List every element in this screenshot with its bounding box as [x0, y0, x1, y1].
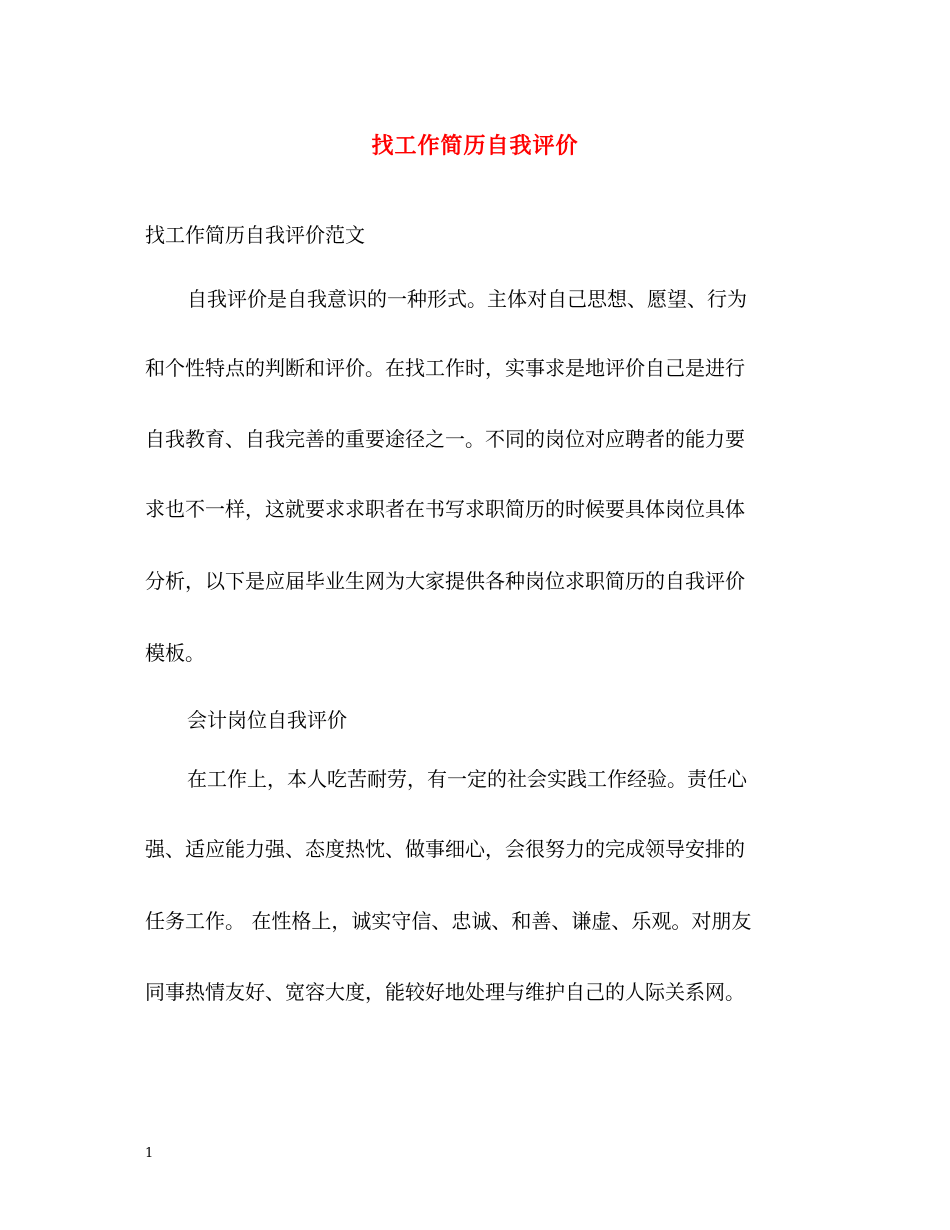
- paragraph-line: 同事热情友好、宽容大度，能较好地处理与维护自己的人际关系网。: [145, 980, 745, 1004]
- paragraph-line: 模板。: [145, 641, 205, 665]
- paragraph-line: 强、适应能力强、态度热忱、做事细心，会很努力的完成领导安排的: [145, 837, 745, 861]
- document-subtitle: 找工作简历自我评价范文: [145, 223, 365, 247]
- paragraph-line: 分析，以下是应届毕业生网为大家提供各种岗位求职简历的自我评价: [145, 569, 745, 593]
- document-title: 找工作简历自我评价: [371, 133, 579, 159]
- paragraph-line: 求也不一样，这就要求求职者在书写求职简历的时候要具体岗位具体: [145, 497, 745, 521]
- paragraph-line: 任务工作。 在性格上，诚实守信、忠诚、和善、谦虚、乐观。对朋友: [145, 909, 752, 933]
- paragraph-line: 自我教育、自我完善的重要途径之一。不同的岗位对应聘者的能力要: [145, 427, 745, 451]
- section-heading: 会计岗位自我评价: [187, 708, 347, 732]
- paragraph-line: 自我评价是自我意识的一种形式。主体对自己思想、愿望、行为: [187, 287, 747, 311]
- paragraph-line: 和个性特点的判断和评价。在找工作时，实事求是地评价自己是进行: [145, 356, 745, 380]
- paragraph-line: 在工作上，本人吃苦耐劳，有一定的社会实践工作经验。责任心: [187, 767, 747, 791]
- page-number: 1: [145, 1146, 154, 1161]
